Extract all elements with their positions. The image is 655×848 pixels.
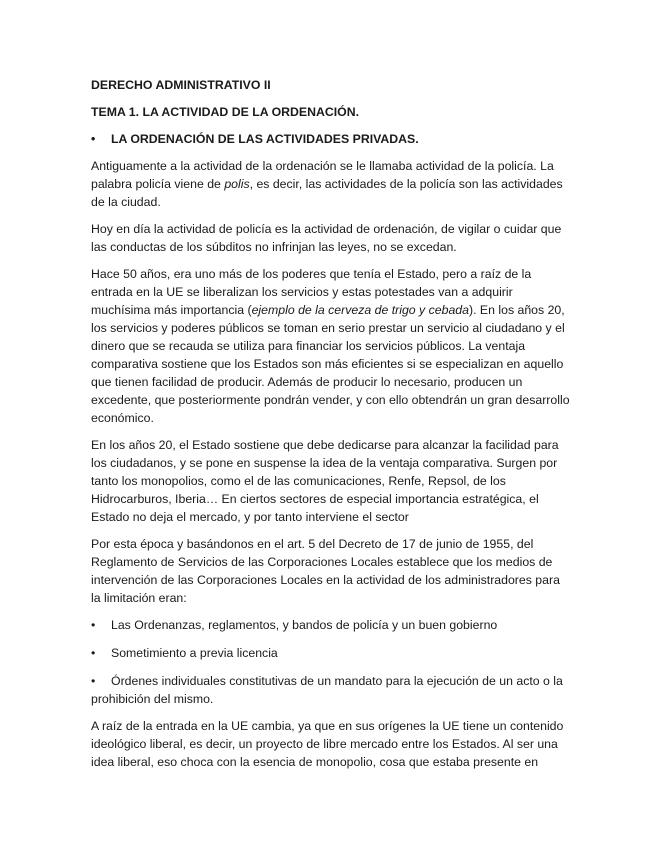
list-item-text: Sometimiento a previa licencia	[111, 646, 278, 660]
paragraph-6: A raíz de la entrada en la UE cambia, ya que en sus orígenes la UE tiene un contenido ideológico liberal, es decir, un proyecto de libre mercado entre los Estados. Al ser una idea liberal, eso choca con la esencia de monopolio, cosa que estaba presente en	[91, 719, 564, 769]
course-title: DERECHO ADMINISTRATIVO II	[91, 78, 271, 92]
section-heading-text: LA ORDENACIÓN DE LAS ACTIVIDADES PRIVADAS.	[111, 132, 419, 146]
bullet-icon	[91, 672, 111, 690]
paragraph-3-part-b: ). En los años 20, los servicios y poderes públicos se toman en serio prestar un servicio al ciudadano y el dinero que se recauda se utiliza para financiar los servicios públicos. La ventaja comparativa sostiene que los Estados son más eficientes si se especializan en aquello que tienen facilidad de producir. Además de producir lo necesario, producen un excedente, que posteriormente pondrán vender, y con ello obtendrán un gran desarrollo económico.	[91, 303, 570, 425]
list-item-text: Las Ordenanzas, reglamentos, y bandos de policía y un buen gobierno	[111, 618, 498, 632]
paragraph-5: Por esta época y basándonos en el art. 5 del Decreto de 17 de junio de 1955, del Reglamento de Servicios de las Corporaciones Locales establece que los medios de intervención de las Corporaciones Locales en la actividad de los administradores para la limitación eran:	[91, 537, 560, 605]
list-item	[91, 644, 571, 662]
paragraph-1-part-b: , es decir, las actividades de la policía son las actividades de la ciudad.	[91, 177, 563, 209]
paragraph-1-italic: polis	[224, 177, 250, 191]
bullet-icon	[91, 644, 111, 662]
bullet-icon	[91, 616, 111, 634]
list-item-text: Órdenes individuales constitutivas de un mandato para la ejecución de un acto o la prohibición del mismo.	[91, 674, 563, 706]
paragraph-3-italic: ejemplo de la cerveza de trigo y cebada	[251, 303, 469, 317]
paragraph-4: En los años 20, el Estado sostiene que debe dedicarse para alcanzar la facilidad para los ciudadanos, y se pone en suspense la idea de la ventaja comparativa. Surgen por tanto los monopolios, como el de las comunicaciones, Renfe, Repsol, de los Hidrocarburos, Iberia… En ciertos sectores de especial importancia estratégica, el Estado no deja el mercado, y por tanto interviene el sector	[91, 438, 559, 524]
bullet-icon	[91, 130, 111, 148]
document-body	[91, 76, 571, 780]
paragraph-1	[91, 157, 571, 211]
topic-title: TEMA 1. LA ACTIVIDAD DE LA ORDENACIÓN.	[91, 105, 360, 119]
paragraph-3	[91, 265, 571, 427]
section-heading	[91, 130, 571, 148]
list-item	[91, 672, 571, 708]
list-item	[91, 616, 571, 634]
paragraph-3-part-a: Hace 50 años, era uno más de los poderes que tenía el Estado, pero a raíz de la entrada en la UE se liberalizan los servicios y estas potestades van a adquirir muchísima más importancia (	[91, 267, 532, 317]
paragraph-2: Hoy en día la actividad de policía es la actividad de ordenación, de vigilar o cuidar que las conductas de los súbditos no infrinjan las leyes, no se excedan.	[91, 222, 562, 254]
paragraph-1-part-a: Antiguamente a la actividad de la ordenación se le llamaba actividad de la policía. La palabra policía viene de	[91, 159, 554, 191]
